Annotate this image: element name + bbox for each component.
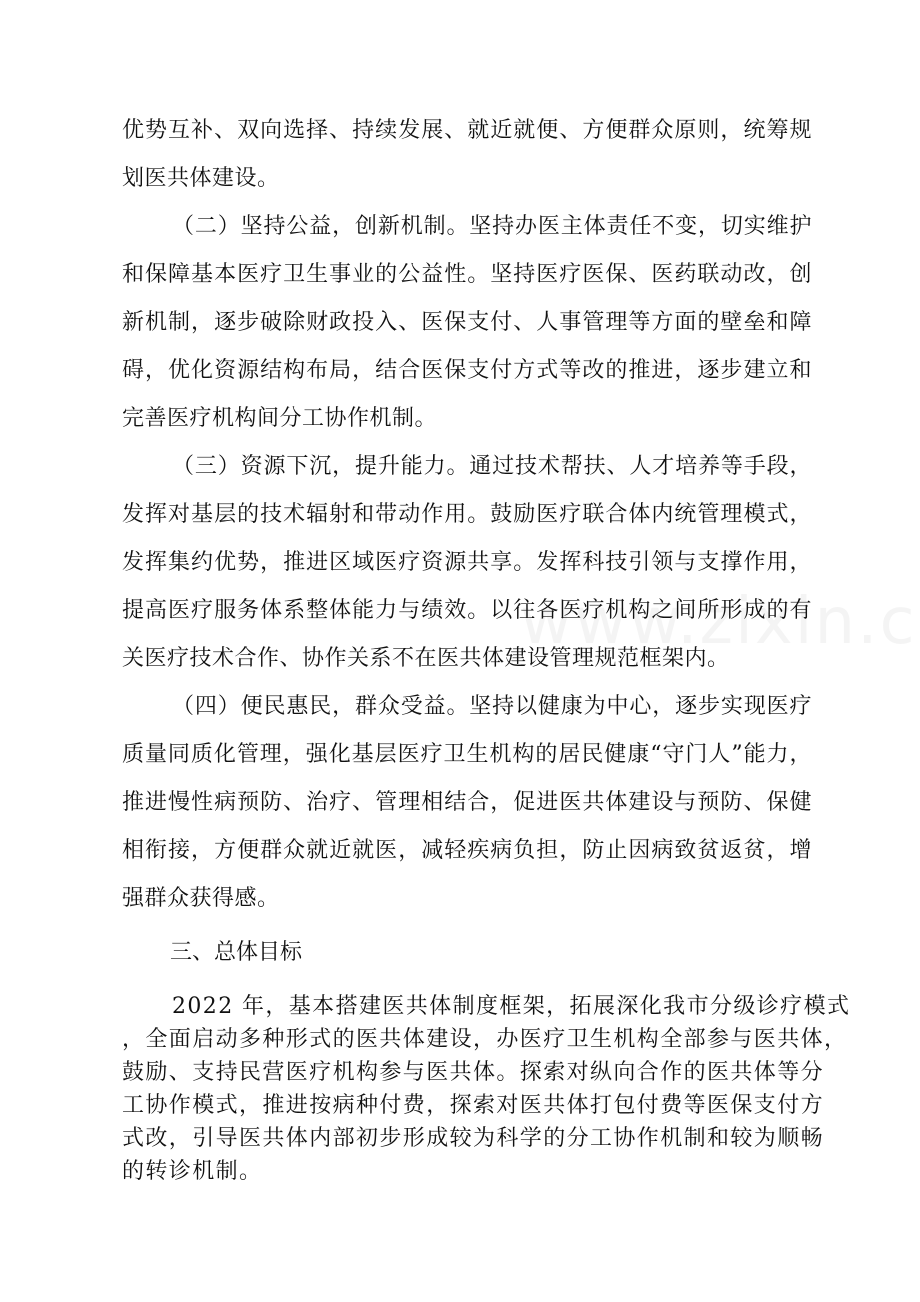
body-line: （三）资源下沉，提升能力。通过技术帮扶、人才培养等手段， [172, 454, 812, 479]
body-line: 优势互补、双向选择、持续发展、就近就便、方便群众原则，统筹规 [122, 118, 812, 143]
body-line: 划医共体建设。 [122, 166, 280, 191]
body-line: ，全面启动多种形式的医共体建设，办医疗卫生机构全部参与医共体， [122, 1027, 848, 1052]
section-heading: 三、总体目标 [170, 940, 303, 965]
body-line: 碍，优化资源结构布局，结合医保支付方式等改的推进，逐步建立和 [122, 358, 812, 383]
body-line: 关医疗技术合作、协作关系不在医共体建设管理规范框架内。 [122, 646, 730, 671]
body-line: 鼓励、支持民营医疗机构参与医共体。探索对纵向合作的医共体等分 [122, 1060, 825, 1085]
body-line: 和保障基本医疗卫生事业的公益性。坚持医疗医保、医药联动改，创 [122, 262, 812, 287]
body-line: 强群众获得感。 [122, 886, 280, 911]
body-line: 新机制，逐步破除财政投入、医保支付、人事管理等方面的壁垒和障 [122, 310, 812, 335]
body-line: 相衔接，方便群众就近就医，减轻疾病负担，防止因病致贫返贫，增 [122, 838, 812, 863]
body-line: （二）坚持公益，创新机制。坚持办医主体责任不变，切实维护 [172, 214, 812, 239]
body-line: 提高医疗服务体系整体能力与绩效。以往各医疗机构之间所形成的有 [122, 598, 812, 623]
body-line: 完善医疗机构间分工协作机制。 [122, 406, 438, 431]
body-line: 2022 年，基本搭建医共体制度框架，拓展深化我市分级诊疗模式 [172, 994, 851, 1019]
body-line: 工协作模式，推进按病种付费，探索对医共体打包付费等医保支付方 [122, 1093, 825, 1118]
body-line: 的转诊机制。 [122, 1159, 263, 1184]
body-line: 发挥集约优势，推进区域医疗资源共享。发挥科技引领与支撑作用， [122, 550, 812, 575]
body-line: 发挥对基层的技术辐射和带动作用。鼓励医疗联合体内统管理模式， [122, 502, 812, 527]
body-line: 推进慢性病预防、治疗、管理相结合，促进医共体建设与预防、保健 [122, 790, 812, 815]
body-line: 式改，引导医共体内部初步形成较为科学的分工协作机制和较为顺畅 [122, 1126, 825, 1151]
body-line: （四）便民惠民，群众受益。坚持以健康为中心，逐步实现医疗 [172, 694, 812, 719]
body-line: 质量同质化管理，强化基层医疗卫生机构的居民健康“守门人”能力， [122, 742, 812, 767]
